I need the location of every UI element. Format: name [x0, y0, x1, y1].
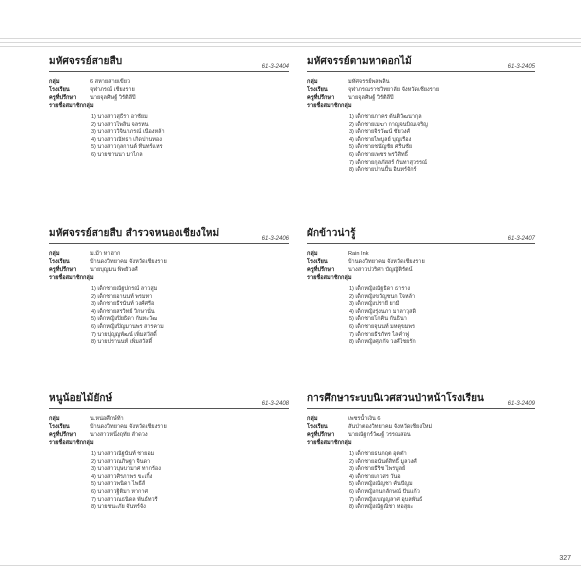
- meta-value: นายจุลศิษฐ์ วิรัติลีปี: [348, 95, 394, 101]
- project-entry: [49, 54, 289, 160]
- member-item: 3) เด็กชายธีริช ไพรบูลย์: [349, 466, 406, 473]
- member-item: 4) นางสาวศิรภาพร ขะเกิ้ง: [91, 473, 153, 480]
- member-item: 1) นางสาวสุธีรา อาชัยม: [91, 114, 148, 120]
- member-list: [307, 286, 535, 347]
- left-column: [49, 54, 289, 574]
- project-code: 61-3-2406: [261, 236, 289, 242]
- project-entry: [307, 391, 535, 512]
- member-item: 2) เด็กชายอนันต์สิทธิ์ มูลวงศ์: [349, 458, 417, 465]
- member-item: 1) เด็กชายธนกฤต อุตต๋า: [349, 451, 407, 457]
- member-item: 8) นายชนะภัย จันทร์จัง: [91, 504, 146, 511]
- member-item: 1) นางสาวณัฐนันท์ ชายอม: [91, 451, 155, 457]
- member-item: 4) เด็กชายไพบูลย์ บุญเรือง: [349, 136, 412, 143]
- member-item: 7) เด็กชายกุลภัสสร์ กันทาสุวรรณ์: [349, 159, 428, 166]
- member-item: 8) นายปรานนท์ เพิ่มสวัสดิ์: [91, 339, 153, 346]
- project-meta: [49, 415, 289, 447]
- meta-value: มหัศจรรย์พลพลิน: [348, 79, 390, 85]
- member-list: [49, 451, 289, 512]
- project-entry: [307, 226, 535, 347]
- member-item: 6) นางสาวฐิติมา หากาศ: [91, 488, 148, 495]
- meta-value: จุฬาภรณราชวิทยาลัย จังหวัดเชียงราย: [348, 87, 440, 93]
- member-item: 6) เด็กหญิงปิญมานพร สารคาม: [91, 323, 164, 330]
- meta-value: นายณัฐกร์วัฒฐ์ วรรณสอน: [348, 432, 411, 438]
- member-item: 2) นางสาวไพลิน จลรหน: [91, 121, 149, 128]
- member-item: 3) นางสาวบุษบามาศ ทากร้อง: [91, 466, 161, 473]
- project-title: มหัศจรรย์สายสืบ สำรวจหนองเชียงใหม่: [49, 228, 220, 239]
- member-item: 8) เด็กหญิงศุภกัจ วงศ์ไชยรัก: [349, 339, 416, 346]
- page-number: 327: [559, 555, 571, 562]
- meta-value: เพชรน้ำเงิน 6: [348, 416, 381, 422]
- project-entry: [49, 391, 289, 512]
- meta-value: นางสาวหนึ่งฤทัย ลำดวง: [90, 432, 148, 438]
- meta-label: กลุ่ม: [307, 79, 318, 85]
- meta-value: Rain Ink: [348, 251, 369, 257]
- member-item: 6) เด็กชายจุนนท์ มหตุขมพร: [349, 323, 415, 330]
- member-item: 2) เด็กหญิงขวัญชนก ใจหล้า: [349, 293, 416, 300]
- member-item: 7) นางสาวณธนิดล พันธ์ทวรี: [91, 496, 158, 503]
- member-item: 6) เด็กหญิงกนกลักษณ์ ปันแก้ว: [349, 488, 420, 495]
- project-code: 61-3-2409: [507, 401, 535, 407]
- project-meta: [49, 78, 289, 110]
- entry-header: [307, 226, 535, 244]
- meta-label: รายชื่อสมาชิกกลุ่ม: [49, 440, 94, 446]
- entry-header: [307, 391, 535, 409]
- member-list: [307, 114, 535, 175]
- project-title: มหัศจรรย์สายสืบ: [49, 56, 123, 67]
- member-item: 7) เด็กหญิงเบญญลาศ อุบลพันธ์: [349, 496, 423, 503]
- meta-label: ครูที่ปรึกษา: [49, 95, 77, 101]
- project-title: การศึกษาระบบนิเวศสวนป่าหน้าโรงเรียน: [307, 393, 484, 404]
- project-entry: [307, 54, 535, 175]
- meta-value: นายจุลศิษฐ์ วิรัติลีปี: [90, 95, 136, 101]
- meta-value: น.หน่อศึกษ์ท้า: [90, 416, 124, 422]
- member-item: 6) นายชานนา มาไกล: [91, 151, 143, 158]
- meta-label: ครูที่ปรึกษา: [307, 95, 335, 101]
- meta-value: นายบุญมน พิพยัวงศ์: [90, 267, 138, 273]
- member-item: 8) เด็กชายปานปั้น อินทร์จักร์: [349, 167, 417, 174]
- meta-label: กลุ่ม: [49, 251, 60, 257]
- meta-label: โรงเรียน: [49, 424, 70, 430]
- member-item: 3) นางสาววิจินาภรณ์ เนืองหล้า: [91, 129, 165, 136]
- member-item: 4) นางสาวณัทธา เกิดปานทอง: [91, 136, 162, 143]
- project-meta: [307, 415, 535, 447]
- meta-label: ครูที่ปรึกษา: [49, 432, 77, 438]
- project-entry: [49, 226, 289, 347]
- project-meta: [307, 250, 535, 282]
- meta-label: โรงเรียน: [307, 259, 328, 265]
- project-code: 61-3-2407: [507, 236, 535, 242]
- member-item: 5) เด็กชายโกคิน กันธินา: [349, 316, 407, 323]
- member-item: 5) เด็กหญิงณัญชา คันปัญม: [349, 481, 413, 488]
- entry-header: [49, 54, 289, 72]
- project-title: มหัศจรรย์ตามหาดอกไม้: [307, 56, 412, 67]
- member-list: [307, 451, 535, 512]
- member-item: 7) เด็กชายธีรภัทร ไลคำฟู: [349, 331, 410, 338]
- member-item: 2) เด็กชายเมฆา กาญจนบิณเจริญ: [349, 121, 428, 128]
- member-item: 1) เด็กชายภาคร ต้นติวัฒนากุล: [349, 114, 422, 120]
- meta-label: โรงเรียน: [307, 424, 328, 430]
- project-meta: [307, 78, 535, 110]
- member-item: 1) เด็กหญิงณัฐธิดา ธาราง: [349, 286, 411, 292]
- top-decorative-lines: [0, 38, 581, 48]
- meta-label: โรงเรียน: [307, 87, 328, 93]
- meta-value: สันป่าตองวิทยาคม จังหวัดเชียงใหม่: [348, 424, 433, 430]
- meta-value: บ้านดงวิทยาคม จังหวัดเชียงราย: [348, 259, 425, 265]
- meta-label: รายชื่อสมาชิกกลุ่ม: [307, 275, 352, 281]
- project-title: ผักข้าวน่ารู้: [307, 228, 356, 239]
- meta-label: กลุ่ม: [49, 79, 60, 85]
- meta-label: รายชื่อสมาชิกกลุ่ม: [307, 440, 352, 446]
- meta-label: ครูที่ปรึกษา: [307, 267, 335, 273]
- member-item: 5) เด็กชายชนัญชัย ศรีนชัย: [349, 144, 413, 151]
- project-code: 61-3-2408: [261, 401, 289, 407]
- project-meta: [49, 250, 289, 282]
- meta-label: กลุ่ม: [49, 416, 60, 422]
- meta-value: ม.ม้า หาฮาก: [90, 251, 121, 257]
- meta-label: ครูที่ปรึกษา: [49, 267, 77, 273]
- member-item: 1) เด็กชายณัฐปกรณ์ ลาวสูม: [91, 286, 158, 292]
- meta-label: กลุ่ม: [307, 416, 318, 422]
- project-code: 61-3-2405: [507, 64, 535, 70]
- member-item: 2) นางสาวณภิษฐา จินดา: [91, 458, 151, 465]
- member-item: 5) นางสาวกุลกานต์ ทีนทร์แหร: [91, 144, 163, 151]
- bottom-rule: [0, 565, 581, 566]
- right-column: [307, 54, 535, 574]
- member-item: 6) เด็กชายเพชร พรวิสิทธิ์: [349, 151, 408, 158]
- meta-label: รายชื่อสมาชิกกลุ่ม: [307, 103, 352, 109]
- project-title: หนูน้อยไม้ยักษ์: [49, 393, 113, 404]
- member-list: [49, 286, 289, 347]
- entry-header: [49, 391, 289, 409]
- entry-header: [49, 226, 289, 244]
- member-item: 3) เด็กชายจิรวัฒน์ ชัยวงศ์: [349, 129, 410, 136]
- meta-value: บ้านดงวิทยาคม จังหวัดเชียงราย: [90, 259, 167, 265]
- member-item: 5) นางสาวพนิดา ไพธีส์: [91, 481, 146, 488]
- project-code: 61-3-2404: [261, 64, 289, 70]
- meta-label: รายชื่อสมาชิกกลุ่ม: [49, 103, 94, 109]
- member-list: [49, 114, 289, 160]
- meta-label: กลุ่ม: [307, 251, 318, 257]
- member-item: 3) เด็กชายธีรนันท์ วงศ์ศรีอ: [91, 301, 155, 308]
- meta-value: 6 สหายสายเขียว: [90, 79, 131, 85]
- member-item: 7) นายปุญญพัฒน์ เพิ่มสวัสดิ์: [91, 331, 157, 338]
- entry-header: [307, 54, 535, 72]
- member-item: 4) เด็กหญิงรุ่งนภา มาลาวุสดิ: [349, 308, 417, 315]
- member-item: 4) เด็กชายเกวสร วันอ: [349, 473, 401, 480]
- meta-label: โรงเรียน: [49, 259, 70, 265]
- meta-label: ครูที่ปรึกษา: [307, 432, 335, 438]
- meta-value: บ้านดงวิทยาคม จังหวัดเชียงราย: [90, 424, 167, 430]
- meta-value: จุฬาภรณ์ เชียงราย: [90, 87, 135, 93]
- member-item: 4) เด็กชายสรวิทย์ วิกษานั่น: [91, 308, 155, 315]
- member-item: 8) เด็กหญิงณัฐณิชา หอสุยะ: [349, 504, 414, 511]
- member-item: 3) เด็กหญิงปรายี ยามี: [349, 301, 400, 308]
- meta-value: นางสาวปวริศา บัญญัติรัตน์: [348, 267, 413, 273]
- member-item: 2) เด็กชายอานนท์ พรมทา: [91, 293, 153, 300]
- meta-label: รายชื่อสมาชิกกลุ่ม: [49, 275, 94, 281]
- meta-label: โรงเรียน: [49, 87, 70, 93]
- member-item: 5) เด็กหญิงปิยธิดา กันทะวัฒ: [91, 316, 158, 323]
